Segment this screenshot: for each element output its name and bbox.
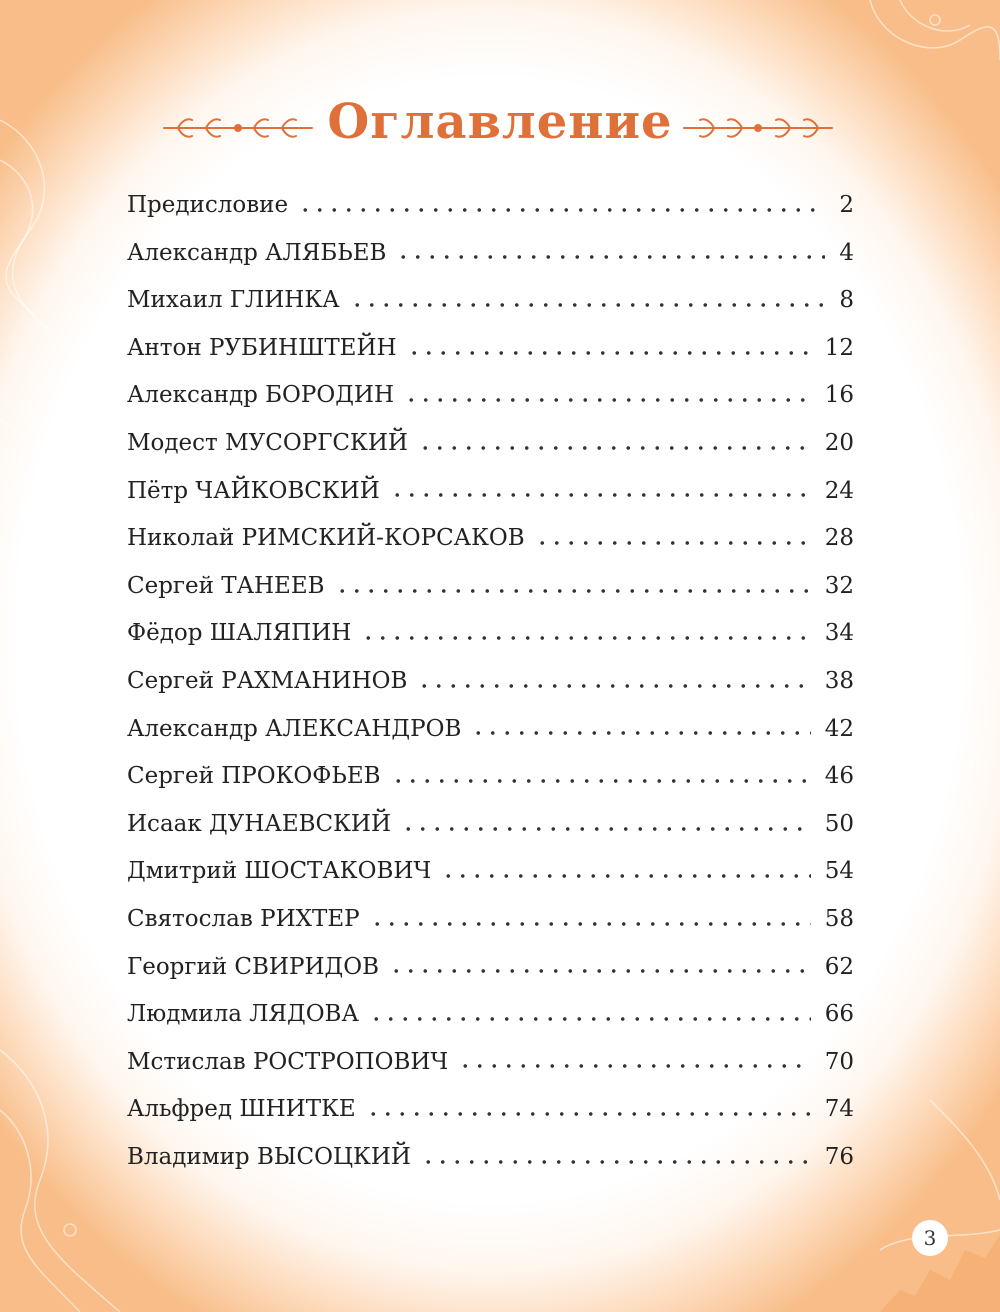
dot-leader (458, 1062, 811, 1070)
dot-leader (361, 634, 810, 642)
dot-leader (404, 396, 811, 404)
dot-leader (396, 253, 825, 261)
title-row (0, 90, 1000, 160)
toc-entry[interactable] (127, 848, 854, 896)
dot-leader (418, 444, 811, 452)
entry-page-number: 32 (824, 572, 854, 599)
entry-title: Николай РИМСКИЙ-КОРСАКОВ (127, 525, 525, 552)
entry-title: Модест МУСОРГСКИЙ (127, 429, 408, 456)
toc-entry[interactable] (127, 944, 854, 992)
toc-entry[interactable] (127, 1086, 854, 1134)
dot-leader (389, 967, 811, 975)
entry-title: Сергей ТАНЕЕВ (127, 572, 325, 599)
entry-title: Александр АЛЕКСАНДРОВ (127, 715, 462, 742)
right-leaf-flourish-icon (678, 112, 838, 144)
toc-entry[interactable] (127, 515, 854, 563)
dot-leader (535, 539, 811, 547)
entry-title: Владимир ВЫСОЦКИЙ (127, 1143, 411, 1170)
entry-title: Исаак ДУНАЕВСКИЙ (127, 810, 392, 837)
dot-leader (370, 920, 811, 928)
entry-page-number: 12 (824, 334, 854, 361)
toc-entry[interactable] (127, 277, 854, 325)
entry-page-number: 38 (824, 667, 854, 694)
entry-page-number: 46 (824, 763, 854, 790)
entry-title: Сергей РАХМАНИНОВ (127, 667, 408, 694)
toc-entry[interactable] (127, 896, 854, 944)
dot-leader (350, 301, 826, 309)
dot-leader (298, 206, 825, 214)
entry-page-number: 66 (824, 1001, 854, 1028)
entry-title: Михаил ГЛИНКА (127, 287, 340, 314)
toc-entry[interactable] (127, 563, 854, 611)
entry-title: Александр АЛЯБЬЕВ (127, 239, 387, 266)
toc-entry[interactable] (127, 420, 854, 468)
entry-page-number: 62 (824, 953, 854, 980)
entry-page-number: 28 (824, 525, 854, 552)
entry-page-number: 70 (824, 1048, 854, 1075)
entry-page-number: 50 (824, 810, 854, 837)
dot-leader (417, 682, 810, 690)
page-title: Оглавление (327, 94, 673, 150)
entry-title: Георгий СВИРИДОВ (127, 953, 379, 980)
entry-title: Мстислав РОСТРОПОВИЧ (127, 1048, 449, 1075)
dot-leader (335, 587, 811, 595)
toc-entry[interactable] (127, 706, 854, 754)
entry-title: Людмила ЛЯДОВА (127, 1001, 359, 1028)
toc-entry[interactable] (127, 991, 854, 1039)
dot-leader (401, 825, 811, 833)
entry-page-number: 8 (839, 287, 854, 314)
entry-title: Святослав РИХТЕР (127, 905, 360, 932)
dot-leader (441, 872, 811, 880)
entry-title: Альфред ШНИТКЕ (127, 1096, 356, 1123)
entry-title: Сергей ПРОКОФЬЕВ (127, 763, 381, 790)
toc-entry[interactable] (127, 610, 854, 658)
entry-page-number: 76 (824, 1143, 854, 1170)
entry-page-number: 20 (824, 429, 854, 456)
entry-title: Александр БОРОДИН (127, 382, 395, 409)
entry-page-number: 24 (824, 477, 854, 504)
entry-page-number: 74 (824, 1096, 854, 1123)
toc-entry[interactable] (127, 753, 854, 801)
entry-title: Фёдор ШАЛЯПИН (127, 620, 352, 647)
toc-entry[interactable] (127, 372, 854, 420)
entry-page-number: 34 (824, 620, 854, 647)
entry-page-number: 4 (839, 239, 854, 266)
toc-entry[interactable] (127, 801, 854, 849)
entry-page-number: 42 (824, 715, 854, 742)
entry-page-number: 54 (824, 858, 854, 885)
table-of-contents (127, 182, 854, 1181)
dot-leader (471, 729, 810, 737)
entry-page-number: 16 (824, 382, 854, 409)
toc-entry[interactable] (127, 230, 854, 278)
entry-title: Антон РУБИНШТЕЙН (127, 334, 397, 361)
dot-leader (391, 777, 811, 785)
dot-leader (407, 349, 811, 357)
toc-entry[interactable] (127, 1039, 854, 1087)
entry-page-number: 58 (824, 905, 854, 932)
entry-title: Пётр ЧАЙКОВСКИЙ (127, 477, 380, 504)
dot-leader (421, 1158, 811, 1166)
toc-entry[interactable] (127, 658, 854, 706)
page-number: 3 (912, 1220, 948, 1256)
toc-entry[interactable] (127, 325, 854, 373)
entry-title: Дмитрий ШОСТАКОВИЧ (127, 858, 432, 885)
entry-page-number: 2 (839, 192, 854, 218)
dot-leader (366, 1110, 811, 1118)
toc-entry[interactable] (127, 1134, 854, 1182)
toc-entry[interactable] (127, 182, 854, 230)
entry-title: Предисловие (127, 192, 289, 218)
dot-leader (369, 1015, 811, 1023)
dot-leader (390, 491, 811, 499)
toc-entry[interactable] (127, 468, 854, 516)
